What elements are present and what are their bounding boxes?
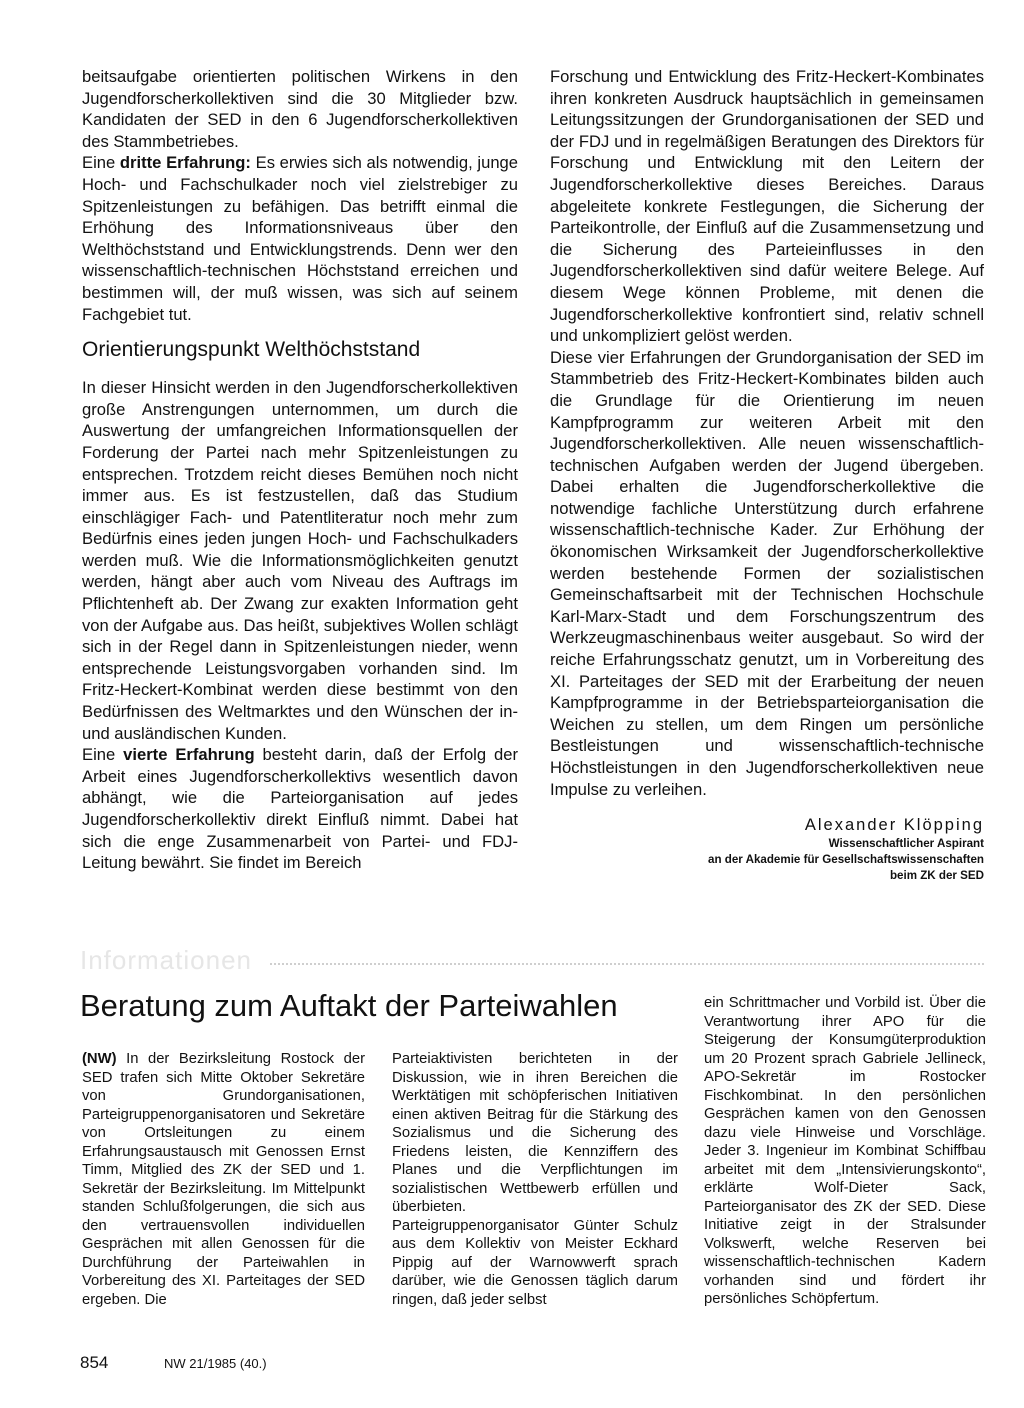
- text-run: besteht darin, daß der Erfolg der Arbeit eines Jugendforscherkollektivs wesentlich davon abhängt, wie die Parteiorganisation auf jedes Jugendforscherkollektiv direkt Einfluß nimmt. Dabei hat sich die enge Zusammenarbeit von Partei- und FDJ-Leitung bewährt. Sie findet im Bereich: [82, 745, 518, 873]
- source-tag: (NW): [82, 1051, 117, 1067]
- paragraph: [82, 1050, 365, 1309]
- author-signature: [550, 814, 984, 884]
- subheading: Orientierungspunkt Welthöchststand: [82, 338, 421, 362]
- paragraph: ein Schrittmacher und Vorbild ist. Über die Verantwortung ihrer APO für die Steigerung der Konsumgüterproduktion um 20 Prozent sprach Gabriele Jellineck, APO-Sekretär im Rostocker Fischkombinat. In den persönlichen Gesprächen kamen von den Genossen dazu viele Hinweise und Vorschläge. Jeder 3. Ingenieur im Kombinat Schiffbau arbeitet mit dem „Intensivierungskonto“, erklärte Wolf-Dieter Sack, Parteiorganisator des ZK der SED. Diese Initiative zeigt in der Stralsunder Volkswerft, welche Reserven bei wissenschaftlich-technischen Kadern vorhanden sind und fördert ihr persönliches Schöpfertum.: [704, 995, 986, 1307]
- paragraph-orientation: In dieser Hinsicht werden in den Jugendforscherkollektiven große Anstrengungen unternommen, um durch die Auswertung der umfangreichen Informationsquellen der Forderung der Partei nach mehr Spitzenleistungen zu entsprechen. Trotzdem reicht dieses Bemühen noch nicht immer aus. Es ist festzustellen, daß das Studium einschlägiger Fach- und Patentliteratur noch mehr zum Bedürfnis eines jeden jungen Hoch- und Fachschulkaders werden muß. Wie die Informationsmöglichkeiten genutzt werden, hängt aber auch vom Niveau des Auftrags im Pflichtenheft ab. Der Zwang zur exakten Information geht von der Aufgabe aus. Das heißt, subjektives Wollen schlägt sich in der Regel dann in Spitzenleistungen nieder, wenn entsprechende Leistungsvorgaben vorhanden sind. Im Fritz-Heckert-Kombinat werden diese bestimmt von den Bedürfnissen des Weltmarktes und den Wünschen der in- und ausländischen Kunden.: [82, 378, 518, 743]
- author-title-line: Wissenschaftlicher Aspirant: [828, 837, 984, 851]
- text-run: Eine: [82, 745, 124, 765]
- text-run: Eine: [82, 153, 120, 173]
- paragraph-third-experience: [82, 152, 518, 325]
- paragraph-fourth-experience: [82, 744, 518, 874]
- page-number: 854: [80, 1353, 109, 1372]
- bold-phrase-fourth: vierte Erfahrung: [123, 745, 255, 765]
- paragraph-intro: beitsaufgabe orientierten politischen Wirkens in den Jugendforscherkollektiven sind die 30 Mitglieder bzw. Kandidaten der SED in den 6 Jugendforscherkollektiven des Stammbetriebes.: [82, 67, 518, 151]
- text-run: In der Bezirksleitung Rostock der SED trafen sich Mitte Oktober Sekretäre von Grundorganisationen, Parteigruppenorganisatoren und Sekretäre von Ortsleitungen zu einem Erfahrungsaustausch mit Genossen Ernst Timm, Mitglied des ZK der SED und 1. Sekretär der Bezirksleitung. Im Mittelpunkt standen Schlußfolgerungen, die sich aus den vertrauensvollen individuellen Gesprächen mit allen Genossen für die Durchführung der Parteiwahlen in Vorbereitung des XI. Parteitages der SED ergeben. Die: [82, 1051, 365, 1308]
- article2-column-2: [392, 1050, 678, 1309]
- bold-phrase-third: dritte Erfahrung:: [119, 153, 251, 173]
- divider-rule: [270, 963, 984, 965]
- article-headline: Beratung zum Auftakt der Parteiwahlen: [80, 988, 618, 1023]
- author-name: Alexander Klöpping: [804, 816, 984, 835]
- section-divider: [80, 944, 984, 976]
- article-right-column: [550, 66, 984, 884]
- section-label: Informationen: [80, 945, 252, 975]
- article2-column-3: [704, 994, 986, 1309]
- paragraph-research: Forschung und Entwicklung des Fritz-Heckert-Kombinates ihren konkreten Ausdruck hauptsächlich in gemeinsamen Leitungssitzungen der Grundorganisationen der SED und der FDJ und in regelmäßigen Beratungen des Direktors für Forschung und Entwicklung mit den Leitern der Jugendforscherkollektive dieses Bereiches. Daraus abgeleitete konkrete Festlegungen, die Sicherung der Parteikontrolle, der Einfluß auf die Zusammensetzung und die Sicherung des Parteieinflusses in den Jugendforscherkollektiven sind dafür weitere Belege. Auf diesem Wege können Probleme, mit denen die Jugendforscherkollektive konfrontiert sind, relativ schnell und unkompliziert gelöst werden.: [550, 67, 984, 346]
- paragraph: Parteiaktivisten berichteten in der Diskussion, wie in ihren Bereichen die Werktätigen mit schöpferischen Initiativen einen aktiven Beitrag für die Stärkung des Sozialismus und die Sicherung des Friedens leisten, die Kennziffern des Planes und die Verpflichtungen im sozialistischen Wettbewerb erfüllen und überbieten.: [392, 1051, 678, 1215]
- paragraph: Parteigruppenorganisator Günter Schulz aus dem Kollektiv von Meister Eckhard Pippig auf der Warnowwerft sprach darüber, wie die Genossen täglich darum ringen, daß jeder selbst: [392, 1217, 678, 1308]
- page-footer: [80, 1352, 480, 1376]
- text-run: Es erwies sich als notwendig, junge Hoch- und Fachschulkader noch viel zielstrebiger zu Spitzenleistungen zu befähigen. Das betrifft einmal die Erhöhung des Informationsniveaus über den Welthöchststand und Entwicklungstrends. Denn wer den wissenschaftlich-technischen Höchststand erreichen und bestimmen will, der muß wissen, was sich auf seinem Fachgebiet tut.: [82, 153, 519, 324]
- article2-column-1: [82, 1050, 365, 1309]
- paragraph-four-experiences: Diese vier Erfahrungen der Grundorganisation der SED im Stammbetrieb des Fritz-Heckert-Kombinates bilden auch die Grundlage für die Orientierung im neuen Kampfprogramm zur weiteren Arbeit mit den Jugendforscherkollektiven. Alle neuen wissenschaftlich-technischen Aufgaben werden der Jugend übergeben. Dabei erhalten die Jugendforscherkollektive die notwendige fachliche Unterstützung durch erfahrene wissenschaftlich-technische Kader. Zur Erhöhung der ökonomischen Wirksamkeit der Jugendforscherkollektive werden bestehende Formen der sozialistischen Gemeinschaftsarbeit mit der Technischen Hochschule Karl-Marx-Stadt und dem Forschungszentrum des Werkzeugmaschinenbaus weiter ausgebaut. So wird der reiche Erfahrungsschatz genutzt, um in Vorbereitung des XI. Parteitages der SED mit der Erarbeitung der neuen Kampfprogramme in der Betriebsparteiorganisation die Weichen zu stellen, um dem Ringen um persönliche Bestleistungen und wissenschaftlich-technische Höchstleistungen in den Jugendforscherkollektiven neue Impulse zu verleihen.: [550, 347, 984, 799]
- author-affiliation-line: beim ZK der SED: [889, 869, 984, 883]
- issue-reference: NW 21/1985 (40.): [164, 1356, 267, 1371]
- author-affiliation-line: an der Akademie für Gesellschaftswissenschaften: [708, 853, 984, 867]
- article-left-column: [82, 66, 518, 874]
